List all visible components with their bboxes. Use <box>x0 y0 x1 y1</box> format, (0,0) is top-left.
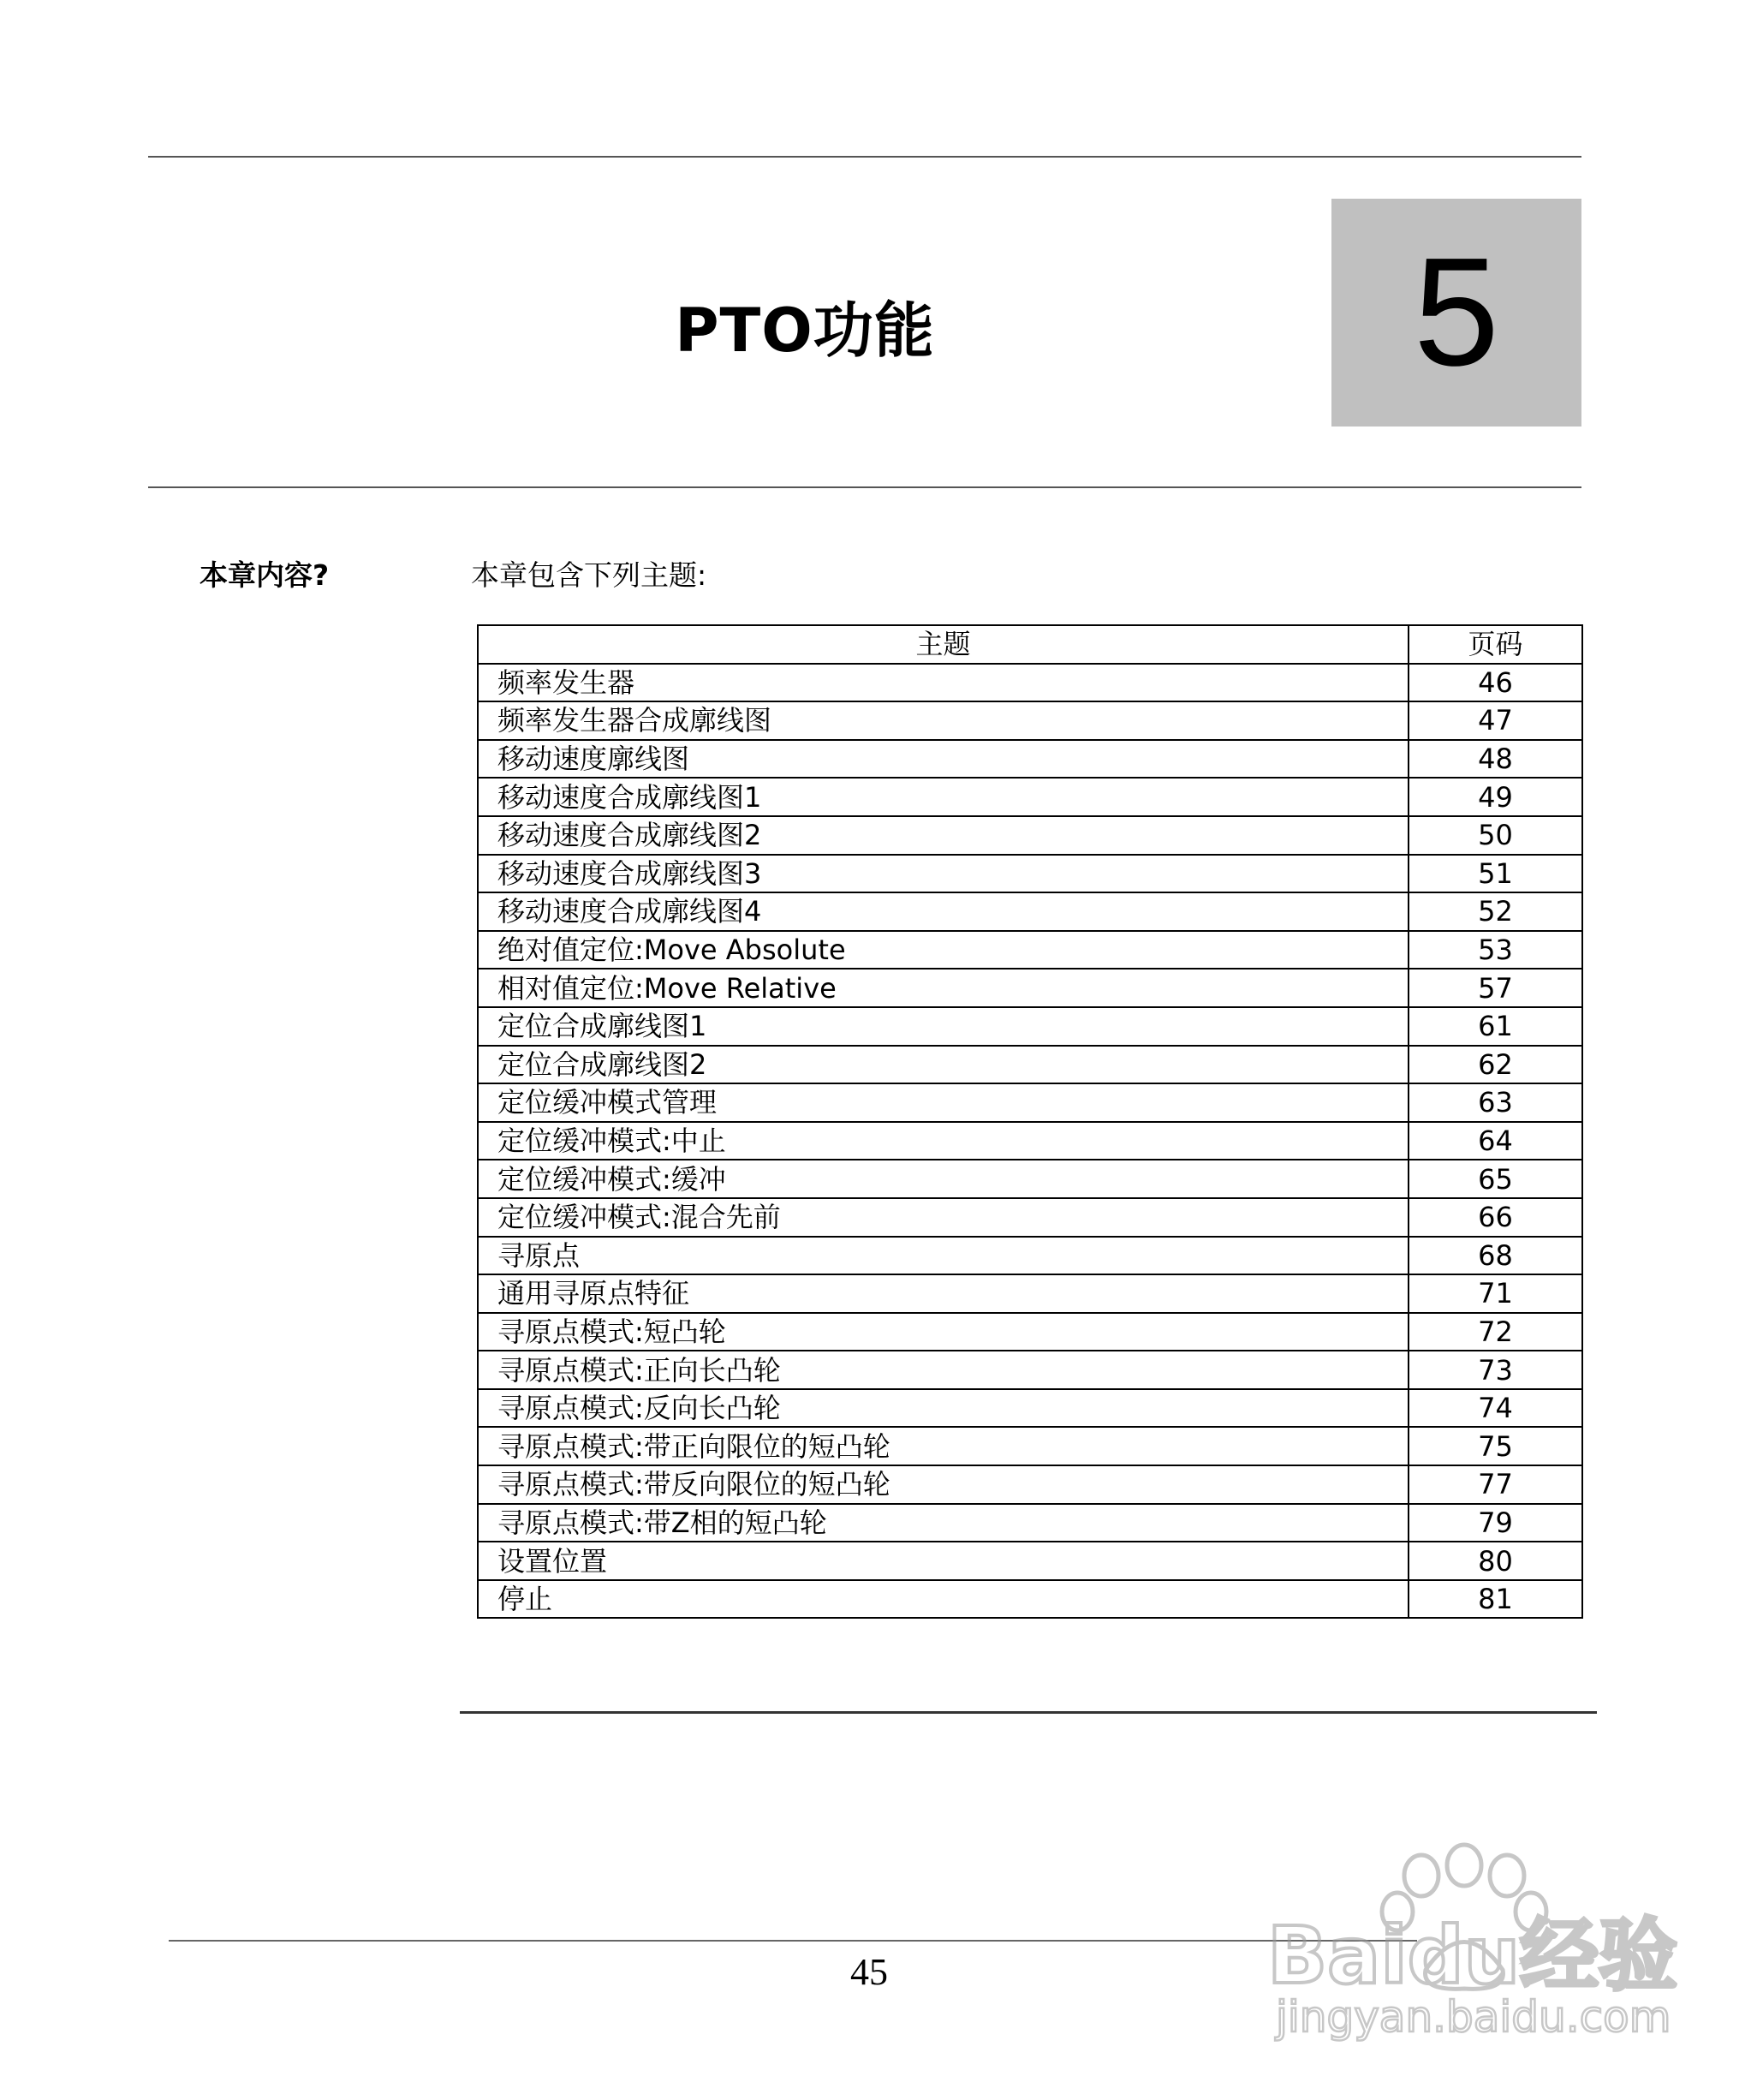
table-end-rule <box>460 1711 1597 1714</box>
page-cell: 62 <box>1409 1046 1582 1084</box>
chapter-title: PTO功能 <box>675 295 935 366</box>
page-cell: 64 <box>1409 1122 1582 1160</box>
table-row <box>478 778 1582 816</box>
table-row <box>478 1389 1582 1428</box>
topics-table-body <box>478 664 1582 1619</box>
section-intro: 本章包含下列主题: <box>471 558 707 592</box>
table-row <box>478 1237 1582 1275</box>
page-cell: 61 <box>1409 1007 1582 1046</box>
topic-cell: 频率发生器合成廓线图 <box>478 701 1409 740</box>
topic-cell: 定位缓冲模式:中止 <box>478 1122 1409 1160</box>
table-row <box>478 1465 1582 1504</box>
table-row <box>478 1504 1582 1542</box>
section-heading: 本章内容? <box>200 558 330 592</box>
table-row <box>478 1198 1582 1237</box>
chapter-number-box <box>1331 199 1581 427</box>
topic-cell: 寻原点模式:带正向限位的短凸轮 <box>478 1427 1409 1465</box>
page-cell: 53 <box>1409 931 1582 969</box>
watermark-url: jingyan.baidu.com <box>1276 1992 1671 2042</box>
header-bottom-rule <box>148 486 1581 488</box>
page-cell: 81 <box>1409 1580 1582 1619</box>
table-row <box>478 1351 1582 1389</box>
page-cell: 50 <box>1409 816 1582 855</box>
topic-cell: 寻原点模式:短凸轮 <box>478 1313 1409 1351</box>
topic-cell: 定位合成廓线图2 <box>478 1046 1409 1084</box>
page-cell: 71 <box>1409 1274 1582 1313</box>
topic-cell: 设置位置 <box>478 1542 1409 1580</box>
page-cell: 80 <box>1409 1542 1582 1580</box>
table-row <box>478 1274 1582 1313</box>
topic-cell: 定位合成廓线图1 <box>478 1007 1409 1046</box>
page-column-header: 页码 <box>1409 625 1582 664</box>
table-row <box>478 969 1582 1007</box>
page-cell: 46 <box>1409 664 1582 702</box>
page-cell: 65 <box>1409 1160 1582 1198</box>
topic-cell: 定位缓冲模式:混合先前 <box>478 1198 1409 1237</box>
footer-rule <box>169 1940 1417 1942</box>
topic-cell: 移动速度合成廓线图1 <box>478 778 1409 816</box>
table-row <box>478 1313 1582 1351</box>
table-row <box>478 1160 1582 1198</box>
baidu-watermark <box>1250 1841 1695 2047</box>
table-row <box>478 1083 1582 1122</box>
page-cell: 79 <box>1409 1504 1582 1542</box>
topic-cell: 定位缓冲模式管理 <box>478 1083 1409 1122</box>
table-row <box>478 1046 1582 1084</box>
topics-table <box>477 624 1583 1619</box>
topic-cell: 停止 <box>478 1580 1409 1619</box>
topic-cell: 寻原点 <box>478 1237 1409 1275</box>
page-cell: 51 <box>1409 855 1582 893</box>
topic-cell: 移动速度廓线图 <box>478 740 1409 779</box>
table-row <box>478 1122 1582 1160</box>
watermark-brand: Baidu经验 <box>1267 1910 1678 2002</box>
page-cell: 63 <box>1409 1083 1582 1122</box>
page-cell: 73 <box>1409 1351 1582 1389</box>
table-row <box>478 664 1582 702</box>
table-row <box>478 892 1582 931</box>
topic-cell: 相对值定位:Move Relative <box>478 969 1409 1007</box>
topic-cell: 寻原点模式:带Z相的短凸轮 <box>478 1504 1409 1542</box>
table-row <box>478 701 1582 740</box>
chapter-number: 5 <box>1413 226 1500 398</box>
topic-cell: 绝对值定位:Move Absolute <box>478 931 1409 969</box>
table-row <box>478 740 1582 779</box>
table-row <box>478 1542 1582 1580</box>
table-row <box>478 1007 1582 1046</box>
table-row <box>478 1427 1582 1465</box>
page-cell: 48 <box>1409 740 1582 779</box>
topic-cell: 频率发生器 <box>478 664 1409 702</box>
topic-cell: 移动速度合成廓线图4 <box>478 892 1409 931</box>
topic-cell: 移动速度合成廓线图2 <box>478 816 1409 855</box>
table-row <box>478 1580 1582 1619</box>
page-cell: 72 <box>1409 1313 1582 1351</box>
topic-cell: 移动速度合成廓线图3 <box>478 855 1409 893</box>
page-number: 45 <box>850 1951 888 1993</box>
page-cell: 52 <box>1409 892 1582 931</box>
table-header-row <box>478 625 1582 664</box>
topic-column-header: 主题 <box>478 625 1409 664</box>
page-cell: 77 <box>1409 1465 1582 1504</box>
page-cell: 74 <box>1409 1389 1582 1428</box>
page-cell: 57 <box>1409 969 1582 1007</box>
page-cell: 49 <box>1409 778 1582 816</box>
topic-cell: 寻原点模式:反向长凸轮 <box>478 1389 1409 1428</box>
table-row <box>478 855 1582 893</box>
page-cell: 47 <box>1409 701 1582 740</box>
topic-cell: 定位缓冲模式:缓冲 <box>478 1160 1409 1198</box>
topic-cell: 寻原点模式:带反向限位的短凸轮 <box>478 1465 1409 1504</box>
topic-cell: 寻原点模式:正向长凸轮 <box>478 1351 1409 1389</box>
page-cell: 75 <box>1409 1427 1582 1465</box>
table-row <box>478 816 1582 855</box>
top-rule <box>148 156 1581 158</box>
page-cell: 66 <box>1409 1198 1582 1237</box>
page-cell: 68 <box>1409 1237 1582 1275</box>
table-row <box>478 931 1582 969</box>
topic-cell: 通用寻原点特征 <box>478 1274 1409 1313</box>
